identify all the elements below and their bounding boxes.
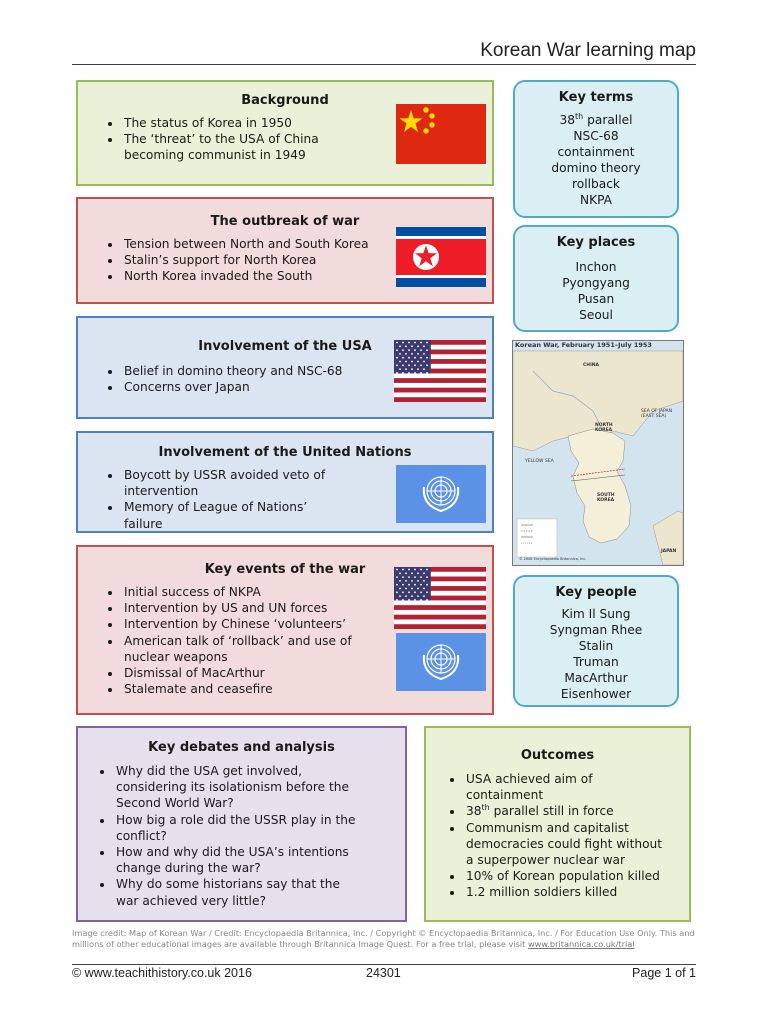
list-item: • Why did the USA get involved, considering its isolationism before the Second World War? <box>114 763 364 812</box>
map-label-yellow-sea: YELLOW SEA <box>525 459 554 464</box>
list-item: • Stalemate and ceasefire <box>122 681 362 697</box>
list-item: • North Korea invaded the South <box>122 268 492 284</box>
list-item: • USA achieved aim of containment <box>464 771 664 803</box>
footer-divider <box>72 964 696 965</box>
list-item: • Concerns over Japan <box>122 379 492 395</box>
parallel-text: parallel <box>583 113 633 127</box>
events-box <box>76 545 494 715</box>
background-title: Background <box>241 93 329 108</box>
header-divider <box>72 64 696 65</box>
us-flag-icon <box>394 340 486 402</box>
key-terms-box <box>513 80 679 218</box>
map-label-japan: JAPAN <box>661 549 677 554</box>
list-item: • The status of Korea in 1950 <box>122 115 342 131</box>
image-credit <box>72 928 696 949</box>
list-item: • Intervention by US and UN forces <box>122 600 362 616</box>
map-label-china: CHINA <box>583 363 599 368</box>
un-flag-icon <box>396 465 486 523</box>
usa-title: Involvement of the USA <box>198 339 372 354</box>
credit-text: Image credit: Map of Korean War / Credit: Encyclopaedia Britannica, Inc. / Copyright © Encyclopaedia Britannica, Inc. / For Education Use Only. This and millions of other educational images are available through Britannica Image Quest. For a free trial, please visit <box>72 928 695 949</box>
list-item <box>515 112 677 128</box>
outbreak-title: The outbreak of war <box>210 214 360 229</box>
key-terms-title: Key terms <box>558 90 634 105</box>
korean-war-map <box>512 340 684 566</box>
britannica-trial-link[interactable]: www.britannica.co.uk/trial <box>527 938 635 949</box>
list-item: • Communism and capitalist democracies could fight without a superpower nuclear war <box>464 820 664 869</box>
list-item: Eisenhower <box>560 687 632 701</box>
north-korea-flag-icon <box>396 227 486 287</box>
un-box <box>76 431 494 533</box>
list-item: rollback <box>572 177 620 191</box>
key-people-title: Key people <box>555 585 637 600</box>
list-item: • 10% of Korean population killed <box>464 868 664 884</box>
background-box <box>76 80 494 186</box>
list-item: Truman <box>573 655 619 669</box>
usa-box <box>76 316 494 419</box>
debates-list <box>78 763 364 909</box>
china-flag-icon <box>396 104 486 164</box>
un-flag-icon <box>396 633 486 691</box>
list-item: • The ‘threat’ to the USA of China becoming communist in 1949 <box>122 131 342 163</box>
map-label-sea-of-japan: SEA OF JAPAN (EAST SEA) <box>641 409 672 419</box>
map-label-south-korea: SOUTH KOREA <box>597 493 615 503</box>
key-people-box <box>513 575 679 707</box>
debates-box <box>76 726 407 922</box>
debates-title: Key debates and analysis <box>148 740 335 755</box>
map-copyright: © 2006 Encyclopaedia Britannica, Inc. <box>519 557 587 561</box>
korea-map-icon <box>513 341 683 565</box>
list-item: • How and why did the USA’s intentions change during the war? <box>114 844 364 876</box>
parallel-superscript: th <box>481 803 490 813</box>
list-item: MacArthur <box>564 671 628 685</box>
outcomes-box <box>424 726 691 922</box>
footer-resource-id: 24301 <box>366 966 401 980</box>
list-item: NSC-68 <box>573 129 619 143</box>
list-item: domino theory <box>551 161 641 175</box>
map-label-north-korea: NORTH KOREA <box>595 423 613 433</box>
list-item <box>464 803 664 819</box>
key-places-title: Key places <box>556 235 636 250</box>
list-item: • Tension between North and South Korea <box>122 236 492 252</box>
key-places-box <box>513 225 679 332</box>
background-list <box>78 115 342 164</box>
outcomes-list <box>426 771 664 901</box>
un-list <box>78 467 332 532</box>
key-terms-list <box>515 112 677 208</box>
list-item: Kim Il Sung <box>561 607 631 621</box>
list-item: containment <box>557 145 635 159</box>
list-item: Inchon <box>575 260 617 274</box>
list-item: NKPA <box>579 193 612 207</box>
list-item: • American talk of ‘rollback’ and use of nuclear weapons <box>122 633 362 665</box>
list-item: • Memory of League of Nations’ failure <box>122 499 332 531</box>
events-list <box>78 584 362 697</box>
list-item: • Dismissal of MacArthur <box>122 665 362 681</box>
key-places-list <box>515 259 677 323</box>
page-title: Korean War learning map <box>480 40 696 61</box>
list-item: Syngman Rhee <box>549 623 643 637</box>
list-item: • Why do some historians say that the war achieved very little? <box>114 876 364 908</box>
list-item: • Initial success of NKPA <box>122 584 362 600</box>
parallel-number: 38 <box>559 113 576 127</box>
list-item: • Belief in domino theory and NSC-68 <box>122 363 492 379</box>
list-item: Pusan <box>577 292 615 306</box>
list-item: Stalin <box>578 639 614 653</box>
us-flag-icon <box>394 567 486 629</box>
outbreak-box <box>76 197 494 304</box>
un-title: Involvement of the United Nations <box>158 445 412 460</box>
key-people-list <box>515 606 677 702</box>
map-title: Korean War, February 1951–July 1953 <box>515 341 652 349</box>
list-item: • How big a role did the USSR play in the conflict? <box>114 812 364 844</box>
list-item: Pyongyang <box>562 276 630 290</box>
footer-copyright: © www.teachithistory.co.uk 2016 <box>72 966 252 980</box>
outcomes-title: Outcomes <box>520 748 595 763</box>
list-item: • Intervention by Chinese ‘volunteers’ <box>122 616 362 632</box>
list-item: • 1.2 million soldiers killed <box>464 884 664 900</box>
parallel-text: parallel still in force <box>489 804 614 819</box>
list-item: Seoul <box>579 308 613 322</box>
footer-page-number: Page 1 of 1 <box>632 966 696 980</box>
list-item: • Boycott by USSR avoided veto of intervention <box>122 467 332 499</box>
events-title: Key events of the war <box>204 562 366 577</box>
parallel-number: 38 <box>466 804 482 819</box>
list-item: • Stalin’s support for North Korea <box>122 252 492 268</box>
parallel-superscript: th <box>575 111 584 121</box>
